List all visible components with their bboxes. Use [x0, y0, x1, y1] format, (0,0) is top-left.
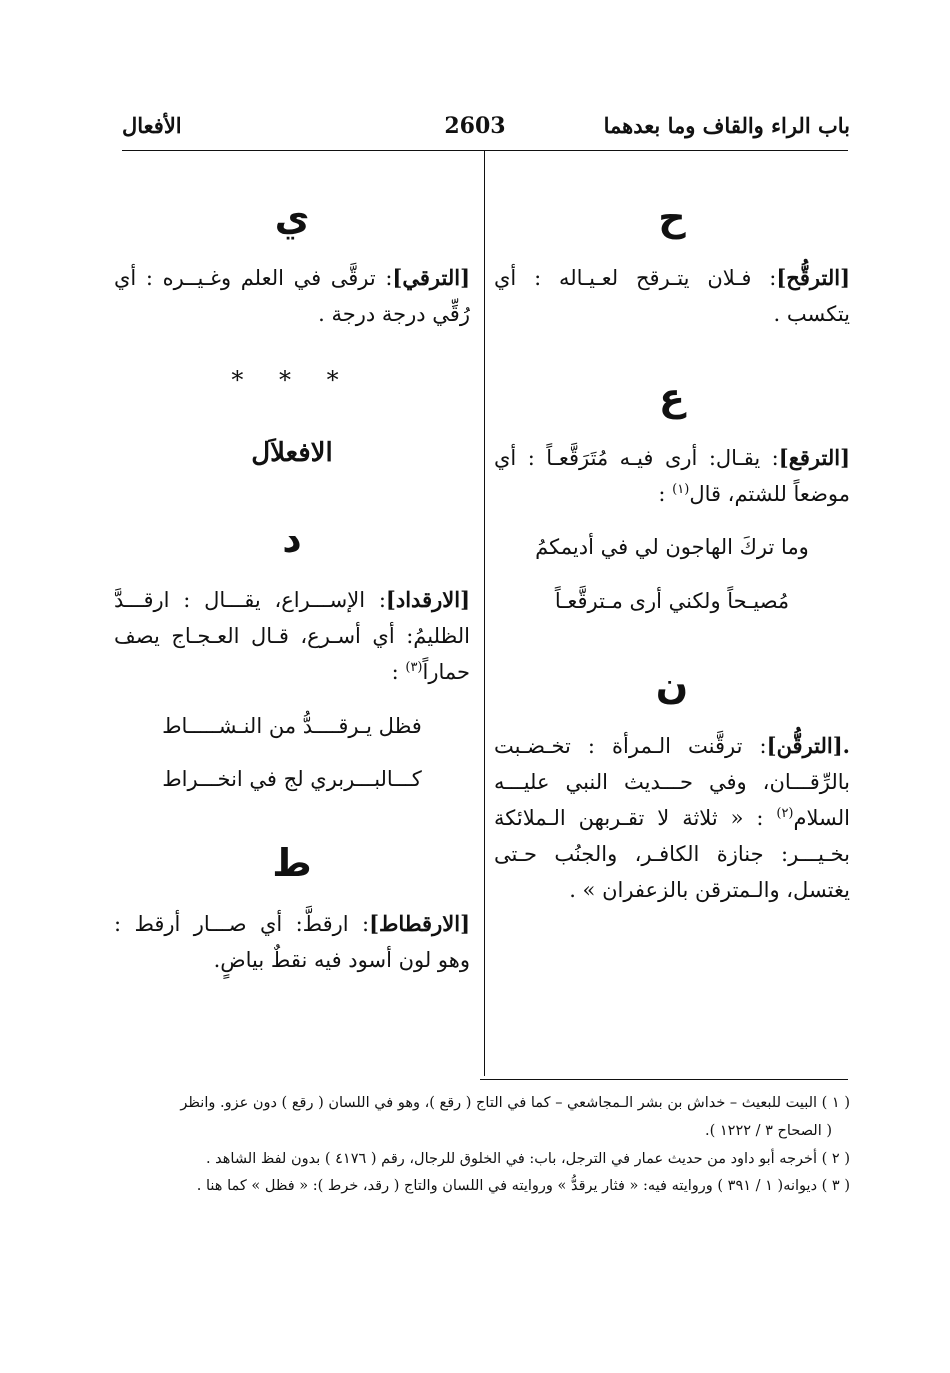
entry-tail: :: [658, 482, 666, 507]
footnotes: [100, 1090, 850, 1201]
running-title-left: الأفعال: [122, 113, 182, 138]
verse-line: كـــالبـــربري لج في انخـــراط: [162, 767, 422, 792]
entry-text: : الإســـراع، يقـــال : ارقـــدَّ الظليمُ: أي أسـرع، قـال العـجـاج يصف حماراً: [114, 588, 470, 685]
headword: الارقطاط: [379, 910, 461, 936]
bracket-close: ]: [766, 732, 777, 758]
bracket-close: ]: [392, 265, 403, 290]
section-letter-ain: ع: [659, 375, 685, 420]
entry-taraqqu: [494, 440, 850, 512]
section-letter-ta: ط: [272, 840, 312, 885]
entry-tail: : « ثلاثة لا تقـربهن الـملائكة بخـيـــر: جنازة الكافـر، والجنُب حـتى يغتسل، والـمترقن بالزعفران » .: [494, 806, 850, 903]
footnote-1: ( ١ ) البيت للبعيث – خداش بن بشر الـمجاشعي – كما في التاج ( رقع )، وهو في اللسان ( رقع ) دون عزو. وانظر: [180, 1095, 850, 1111]
bracket-open: [: [840, 265, 850, 290]
headword: الترقُّح: [786, 265, 841, 290]
entry-irqidad: [114, 582, 470, 690]
section-separator-stars: * * *: [231, 366, 353, 395]
headword: الترقع: [788, 445, 841, 471]
entry-taraqqi: [114, 260, 470, 332]
footnote-ref[interactable]: (٣): [405, 660, 423, 676]
entry-text: : ترقَّنت الـمرأة : تخـضـبت بالرِّقـــان، وفي حـــديث النبي عليـــه السلام: [494, 733, 850, 831]
section-letter-ya: ي: [274, 195, 310, 239]
bracket-open: [: [840, 445, 850, 471]
section-letter-nun: ن: [655, 662, 689, 707]
headword: الترقُّن: [776, 732, 833, 758]
left-column: [114, 150, 470, 978]
entry-text: : ارقطَّ: أي صـــار أرقط : وهو لون أسود فيه نقطٌ بياضٍ.: [114, 911, 470, 973]
bracket-close: ]: [385, 587, 396, 613]
entry-text: : ترقَّى في العلم وغـيــره : أي رُقِّي درجة درجة .: [114, 266, 470, 327]
verse-line: وما تركَ الهاجون لي في أديمكمُ: [535, 535, 809, 560]
verse-line: فظل يـرقــــدُّ من النـشـــــاط: [162, 713, 422, 738]
footnote-ref[interactable]: (٢): [776, 806, 794, 822]
page-number: 2603: [444, 113, 506, 139]
bracket-close: ]: [776, 265, 787, 290]
section-title: الافعلاَل: [251, 438, 333, 469]
entry-text: : يقـال: أرى فيـه مُتَرَقَّعـاً : أي موضعاً للشتم، قال: [494, 446, 850, 507]
poem-verse: [494, 530, 850, 619]
poem-verse: [114, 709, 470, 798]
footnote-2: ( ٢ ) أخرجه أبو داود من حديث عمار في الترجل، باب: في الخلوق للرجال، رقم ( ٤١٧٦ ) بدون لفظ الشاهد .: [205, 1150, 850, 1167]
running-title-right: باب الراء والقاف وما بعدهما: [603, 113, 850, 138]
verse-line: مُصيـحاً ولكني أرى مـترقَّعـاً: [554, 589, 790, 614]
entry-text: : فـلان يتـرقح لعـيـاله : أي يتكسب .: [494, 266, 850, 327]
bracket-close: ]: [778, 445, 789, 471]
footnote-1-continued: ( الصحاح ٣ / ١٢٢٢ ).: [705, 1122, 832, 1139]
entry-tail: :: [391, 660, 399, 685]
footnote-3: ( ٣ ) ديوانه( ١ / ٣٩١ ) وروايته فيه: « فثار يرقدُّ » وروايته في اللسان والتاج ( رقد، خرط ): « فظل » كما هنا .: [196, 1178, 850, 1195]
bracket-close: ]: [369, 910, 380, 936]
column-divider: [484, 151, 485, 1076]
headword: الارقداد: [395, 587, 461, 613]
bracket-open: [: [460, 587, 470, 613]
bracket-open: [: [460, 265, 470, 290]
section-letter-ha: ح: [658, 195, 686, 239]
bracket-open: .[: [832, 732, 850, 758]
footnote-ref[interactable]: (١): [672, 482, 690, 498]
footnote-rule: [480, 1079, 848, 1080]
right-column: [494, 150, 850, 908]
section-letter-dal: د: [282, 517, 302, 562]
bracket-open: [: [460, 910, 470, 936]
entry-taraqqun: [494, 728, 850, 909]
entry-taraqquh: [494, 260, 850, 332]
headword: الترقي: [402, 265, 461, 290]
entry-irqitat: [114, 906, 470, 978]
